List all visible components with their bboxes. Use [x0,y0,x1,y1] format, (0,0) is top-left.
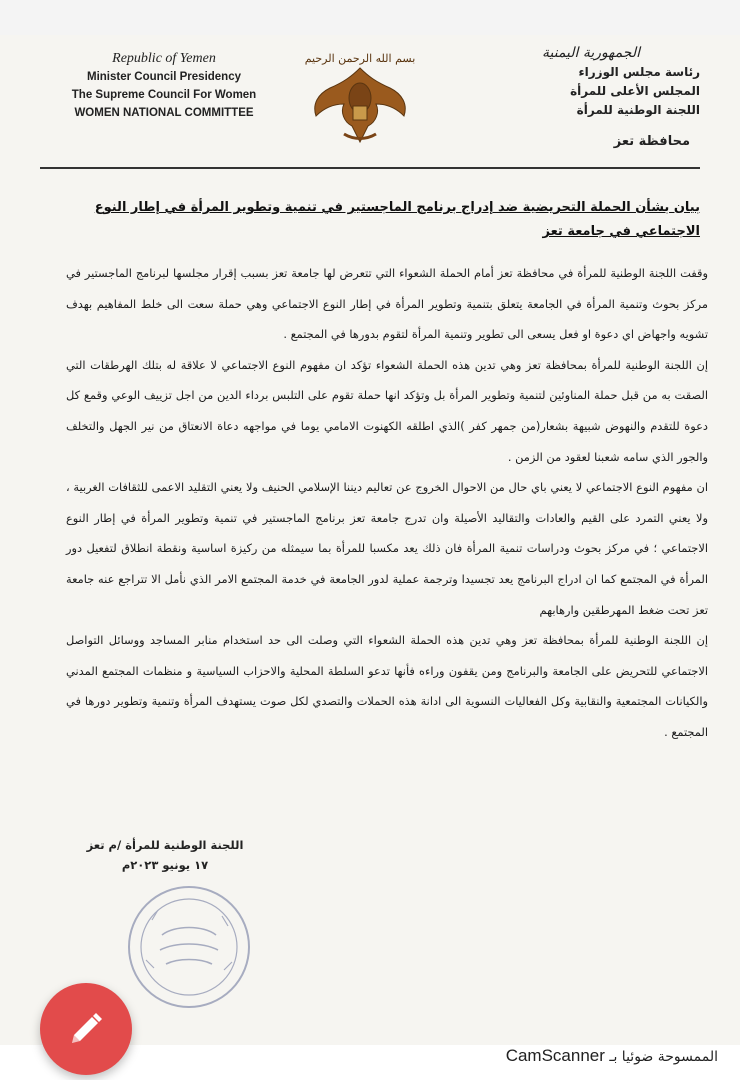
header-divider [40,167,700,169]
body-paragraph: وقفت اللجنة الوطنية للمرأة في محافظة تعز أمام الحملة الشعواء التي تتعرض لها جامعة تعز بسبب إقرار مجلسها لبرنامج الماجستير في مركز بحوث وتنمية المرأة في الجامعة يتعلق بتنمية وتطوير المرأة في إطار النوع الاجتماعي وهي حملة سعت الى خلط المفاهيم بهدف تشويه واجهاض اي دعوة او فعل يسعى الى تطوير وتنمية المرأة لتقوم بدورها في المجتمع . [66,266,708,342]
letterhead-arabic [470,44,700,151]
yemen-eagle-emblem [300,46,420,156]
signature-date: ١٧ يونيو ٢٠٢٣م [121,858,209,872]
statement-title: بيان بشأن الحملة التحريضية ضد إدراج برنامج الماجستير في تنمية وتطوير المرأة في إطار النوع الاجتماعي في جامعة تعز [94,200,700,239]
letterhead-line: Minister Council Presidency [86,71,241,83]
edit-fab-button[interactable] [40,983,132,1075]
body-paragraph: إن اللجنة الوطنية للمرأة بمحافظة تعز وهي تدين هذه الحملة الشعواء التي وصلت الى حد استخدام منابر المساجد ووسائل التواصل الاجتماعي للتحريض على الجامعة والبرنامج ومن يقفون وراءه فأنها تدعو السلطة المحلية والاحزاب السياسية و منظمات المجتمع المدني والكيانات المجتمعية والنقابية وكل الفعاليات النسوية الى ادانة هذه الحملات والتصدي لكل صوت يستهدف المرأة وتنمية وتطوير دورها في المجتمع . [66,633,708,739]
signature-committee: اللجنة الوطنية للمرأة /م تعز [86,838,244,852]
pencil-edit-icon [66,1009,106,1049]
signature-block [70,835,260,875]
camscanner-watermark [506,1046,718,1066]
letterhead-line: WOMEN NATIONAL COMMITTEE [74,107,254,119]
official-stamp [122,880,257,1015]
letterhead-line: Republic of Yemen [112,51,216,66]
svg-text:بسم الله الرحمن الرحيم: بسم الله الرحمن الرحيم [304,52,416,65]
letterhead-line: The Supreme Council For Women [71,89,257,101]
body-paragraph: إن اللجنة الوطنية للمرأة بمحافظة تعز وهي تدين هذه الحملة الشعواء تؤكد ان مفهوم النوع الاجتماعي لا علاقة له بتلك الهرطقات التي الصقت به من قبل حملة المناوئين لتنمية وتطوير المرأة بل وتؤكد انها حملة تقوم على التلبس برداء الدين من اجل تزييف الوعي وقمع كل دعوة للتقدم والنهوض شبيهة بشعار(من جمهر كفر )الذي اطلقه الكهنوت الامامي يوما في مواجهه دعاة الانعتاق من نير الجهل والتخلف والجور الذي سامه شعبنا لعقود من الزمن . [66,357,708,464]
letterhead-english [44,50,284,122]
statement-body [66,258,708,748]
body-paragraph: ان مفهوم النوع الاجتماعي لا يعني باي حال من الاحوال الخروج عن تعاليم ديننا الإسلامي الحنيف ولا يعني التقليد الاعمى للثقافات الغربية ، ولا يعني التمرد على القيم والعادات والتقاليد الأصيلة وان تدرج جامعة تعز برنامج الماجستير في تنمية وتطوير المرأة في إطار النوع الاجتماعي ؛ في مركز بحوث ودراسات تنمية المرأة فان ذلك يعد مكسبا للمرأة بما سيمثله من ركيزة اساسية ونقطة انطلاق لتفعيل دور المرأة في المجتمع كما ان ادراج البرنامج يعد تجسيدا وترجمة عملية لدور الجامعة في خدمة المجتمع الامر الذي نأمل الا تتراجع عنه جامعة تعز تحت ضغط المهرطقين وارهابهم [66,480,708,617]
top-bar [0,0,740,35]
letterhead-line: رئاسة مجلس الوزراء [578,65,700,79]
letterhead-line: الجمهورية اليمنية [541,45,640,61]
watermark-brand: CamScanner [505,1046,605,1065]
letterhead-line: المجلس الأعلى للمرأة [570,84,700,98]
watermark-prefix: الممسوحة ضوئيا بـ [609,1049,718,1065]
letterhead-line: اللجنة الوطنية للمرأة [576,103,700,117]
governorate-label: محافظة تعز [613,134,690,149]
